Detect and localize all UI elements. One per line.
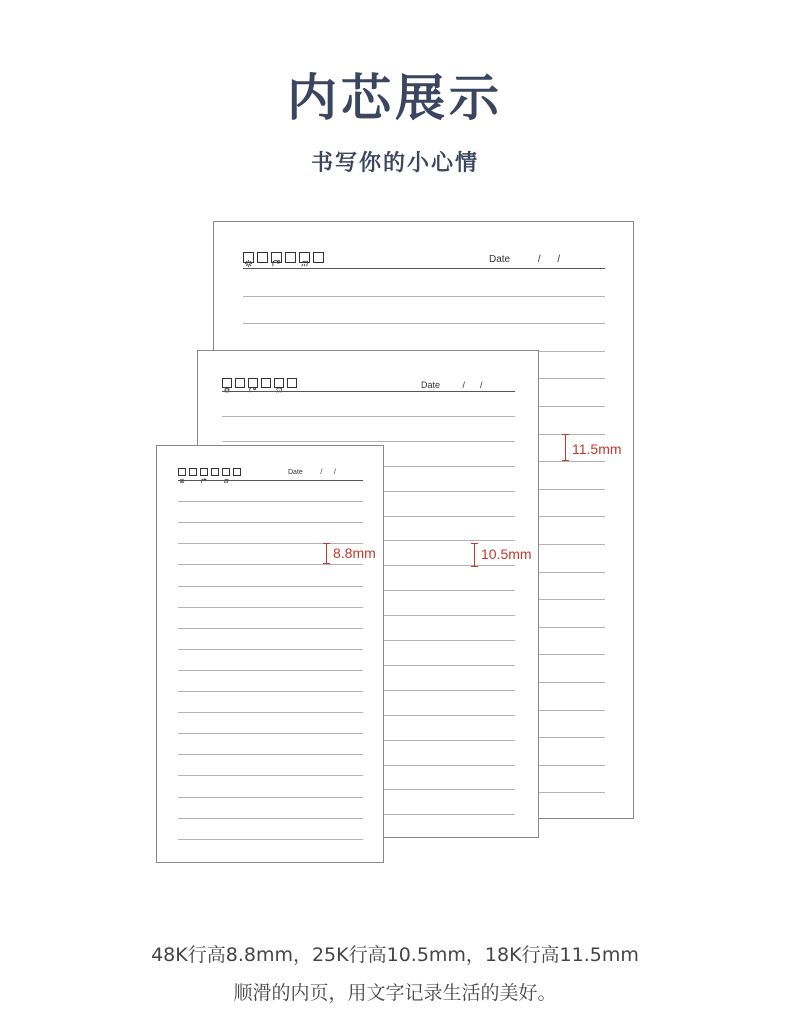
sun-icon — [178, 468, 186, 476]
measure-label: 11.5mm — [572, 441, 622, 457]
rain-icon — [299, 252, 310, 263]
ruled-line — [243, 323, 605, 324]
ruled-line — [243, 268, 605, 269]
ruled-line — [178, 628, 363, 629]
cloud-icon — [200, 468, 208, 476]
checkbox-square — [211, 468, 219, 476]
ruled-line — [178, 564, 363, 565]
ruled-line — [222, 391, 515, 392]
ruled-line — [222, 441, 515, 442]
sun-icon — [243, 252, 254, 263]
cloud-icon — [271, 252, 282, 263]
rain-icon — [222, 468, 230, 476]
checkbox-square — [257, 252, 268, 263]
weather-icons — [178, 468, 241, 476]
ruled-line — [178, 649, 363, 650]
checkbox-square — [233, 468, 241, 476]
checkbox-square — [313, 252, 324, 263]
ruled-line — [178, 480, 363, 481]
ruled-line — [243, 296, 605, 297]
ruled-line — [178, 607, 363, 608]
ruled-line — [178, 501, 363, 502]
ruled-line — [178, 670, 363, 671]
ruled-line — [178, 712, 363, 713]
caption-line-2: 顺滑的内页，用文字记录生活的美好。 — [233, 982, 557, 1004]
ruled-line — [222, 416, 515, 417]
checkbox-square — [235, 378, 245, 388]
ruled-line — [178, 818, 363, 819]
sun-icon — [222, 378, 232, 388]
ruled-line — [178, 733, 363, 734]
page-title: 内芯展示 — [287, 68, 503, 127]
checkbox-square — [287, 378, 297, 388]
checkbox-square — [189, 468, 197, 476]
weather-icons — [222, 378, 297, 388]
caption-line-1: 48K行高8.8mm，25K行高10.5mm，18K行高11.5mm — [151, 944, 639, 966]
ruled-line — [178, 543, 363, 544]
date-label: Date / / — [489, 254, 561, 265]
notebook-page-48k — [156, 445, 384, 863]
ruled-line — [178, 839, 363, 840]
ruled-line — [178, 522, 363, 523]
cloud-icon — [248, 378, 258, 388]
date-label: Date / / — [288, 469, 336, 476]
rain-icon — [274, 378, 284, 388]
ruled-line — [178, 775, 363, 776]
ruled-line — [178, 586, 363, 587]
measure-label: 8.8mm — [333, 545, 376, 561]
page-header — [222, 378, 515, 392]
checkbox-square — [261, 378, 271, 388]
measure-label: 10.5mm — [481, 546, 532, 562]
date-label: Date / / — [421, 380, 483, 390]
ruled-line — [178, 754, 363, 755]
ruled-line — [178, 797, 363, 798]
weather-icons — [243, 252, 324, 263]
checkbox-square — [285, 252, 296, 263]
page-subtitle: 书写你的小心情 — [310, 150, 479, 176]
page-header — [243, 252, 605, 266]
ruled-line — [178, 691, 363, 692]
